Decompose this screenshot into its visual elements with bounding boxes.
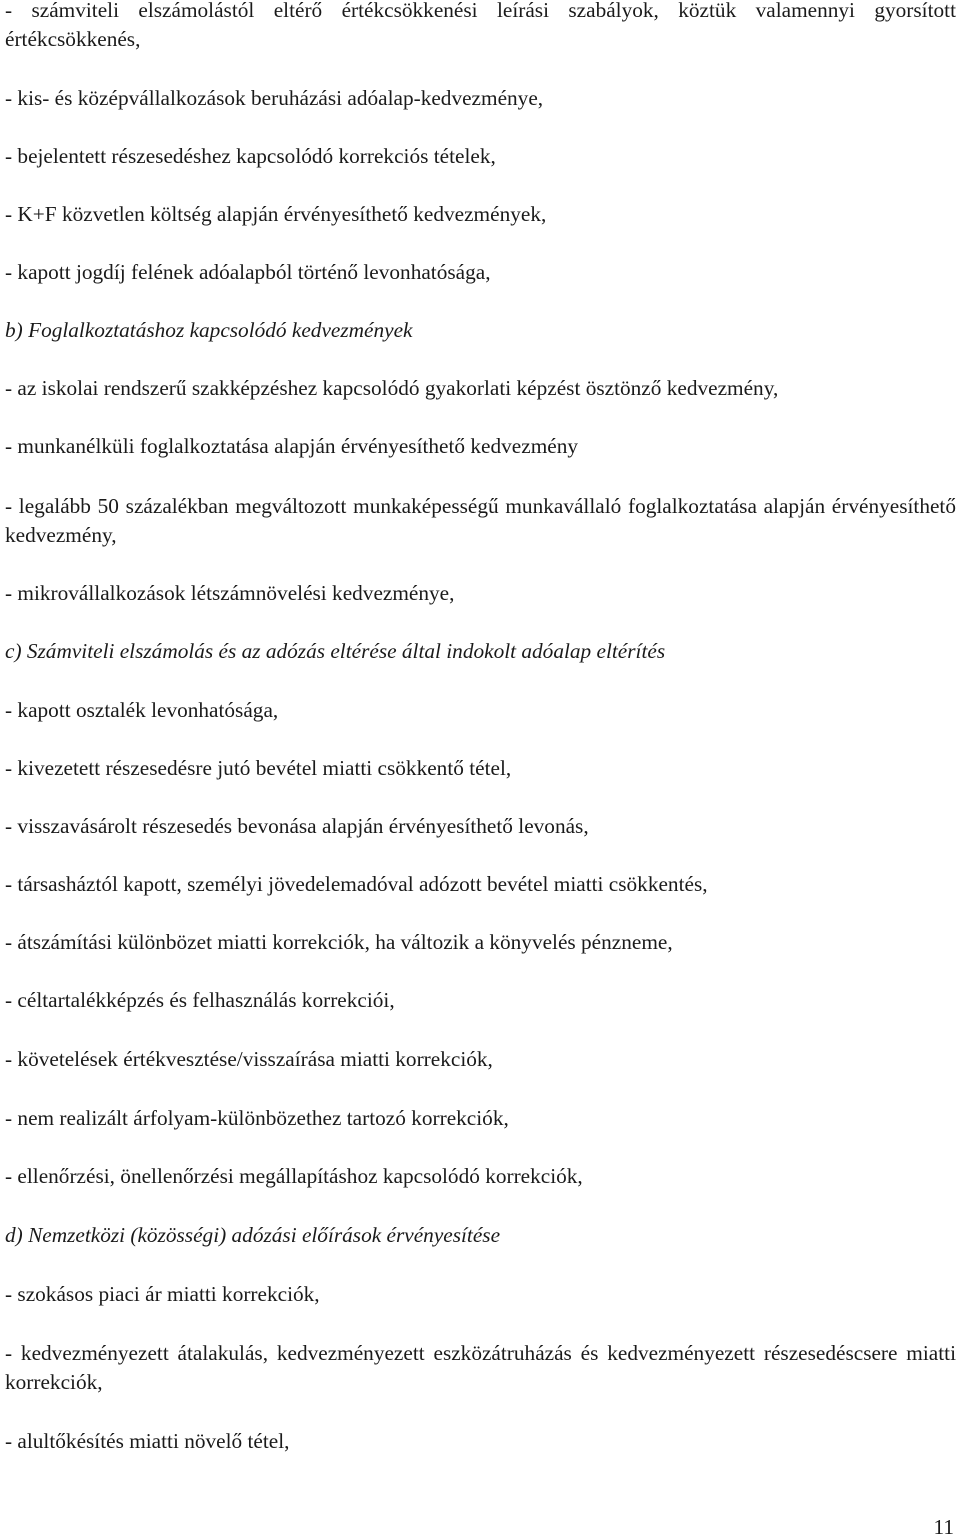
page-number: 11 <box>933 1515 954 1539</box>
section-heading: d) Nemzetközi (közösségi) adózási előírások érvényesítése <box>5 1223 501 1247</box>
list-item: - bejelentett részesedéshez kapcsolódó korrekciós tételek, <box>5 144 496 168</box>
list-item: - kapott osztalék levonhatósága, <box>5 698 279 722</box>
list-item: - ellenőrzési, önellenőrzési megállapításhoz kapcsolódó korrekciók, <box>5 1164 583 1188</box>
list-item: - kedvezményezett átalakulás, kedvezményezett eszközátruházás és kedvezményezett részesedéscsere miatti korrekciók, <box>5 1341 956 1394</box>
section-heading: b) Foglalkoztatáshoz kapcsolódó kedvezmények <box>5 318 413 342</box>
list-item: - társasháztól kapott, személyi jövedelemadóval adózott bevétel miatti csökkentés, <box>5 872 708 896</box>
list-item: - kivezetett részesedésre jutó bevétel miatti csökkentő tétel, <box>5 756 512 780</box>
list-item: - visszavásárolt részesedés bevonása alapján érvényesíthető levonás, <box>5 814 589 838</box>
list-item: - legalább 50 százalékban megváltozott munkaképességű munkavállaló foglalkoztatása alapján érvényesíthető kedvezmény, <box>5 494 956 547</box>
list-item: - követelések értékvesztése/visszaírása miatti korrekciók, <box>5 1047 493 1071</box>
list-item: - kapott jogdíj felének adóalapból történő levonhatósága, <box>5 260 491 284</box>
list-item: - munkanélküli foglalkoztatása alapján érvényesíthető kedvezmény <box>5 434 579 458</box>
list-item: - mikrovállalkozások létszámnövelési kedvezménye, <box>5 581 455 605</box>
list-item: - szokásos piaci ár miatti korrekciók, <box>5 1282 320 1306</box>
list-item: - számviteli elszámolástól eltérő értékcsökkenési leírási szabályok, köztük valamennyi gyorsított értékcsökkenés, <box>5 0 956 51</box>
section-heading: c) Számviteli elszámolás és az adózás eltérése által indokolt adóalap eltérítés <box>5 639 666 663</box>
list-item: - az iskolai rendszerű szakképzéshez kapcsolódó gyakorlati képzést ösztönző kedvezmény, <box>5 376 779 400</box>
list-item: - kis- és középvállalkozások beruházási adóalap-kedvezménye, <box>5 86 544 110</box>
list-item: - alultőkésítés miatti növelő tétel, <box>5 1429 290 1453</box>
list-item: - nem realizált árfolyam-különbözethez tartozó korrekciók, <box>5 1106 509 1130</box>
list-item: - átszámítási különbözet miatti korrekciók, ha változik a könyvelés pénzneme, <box>5 930 673 954</box>
list-item: - K+F közvetlen költség alapján érvényesíthető kedvezmények, <box>5 202 547 226</box>
list-item: - céltartalékképzés és felhasználás korrekciói, <box>5 988 395 1012</box>
